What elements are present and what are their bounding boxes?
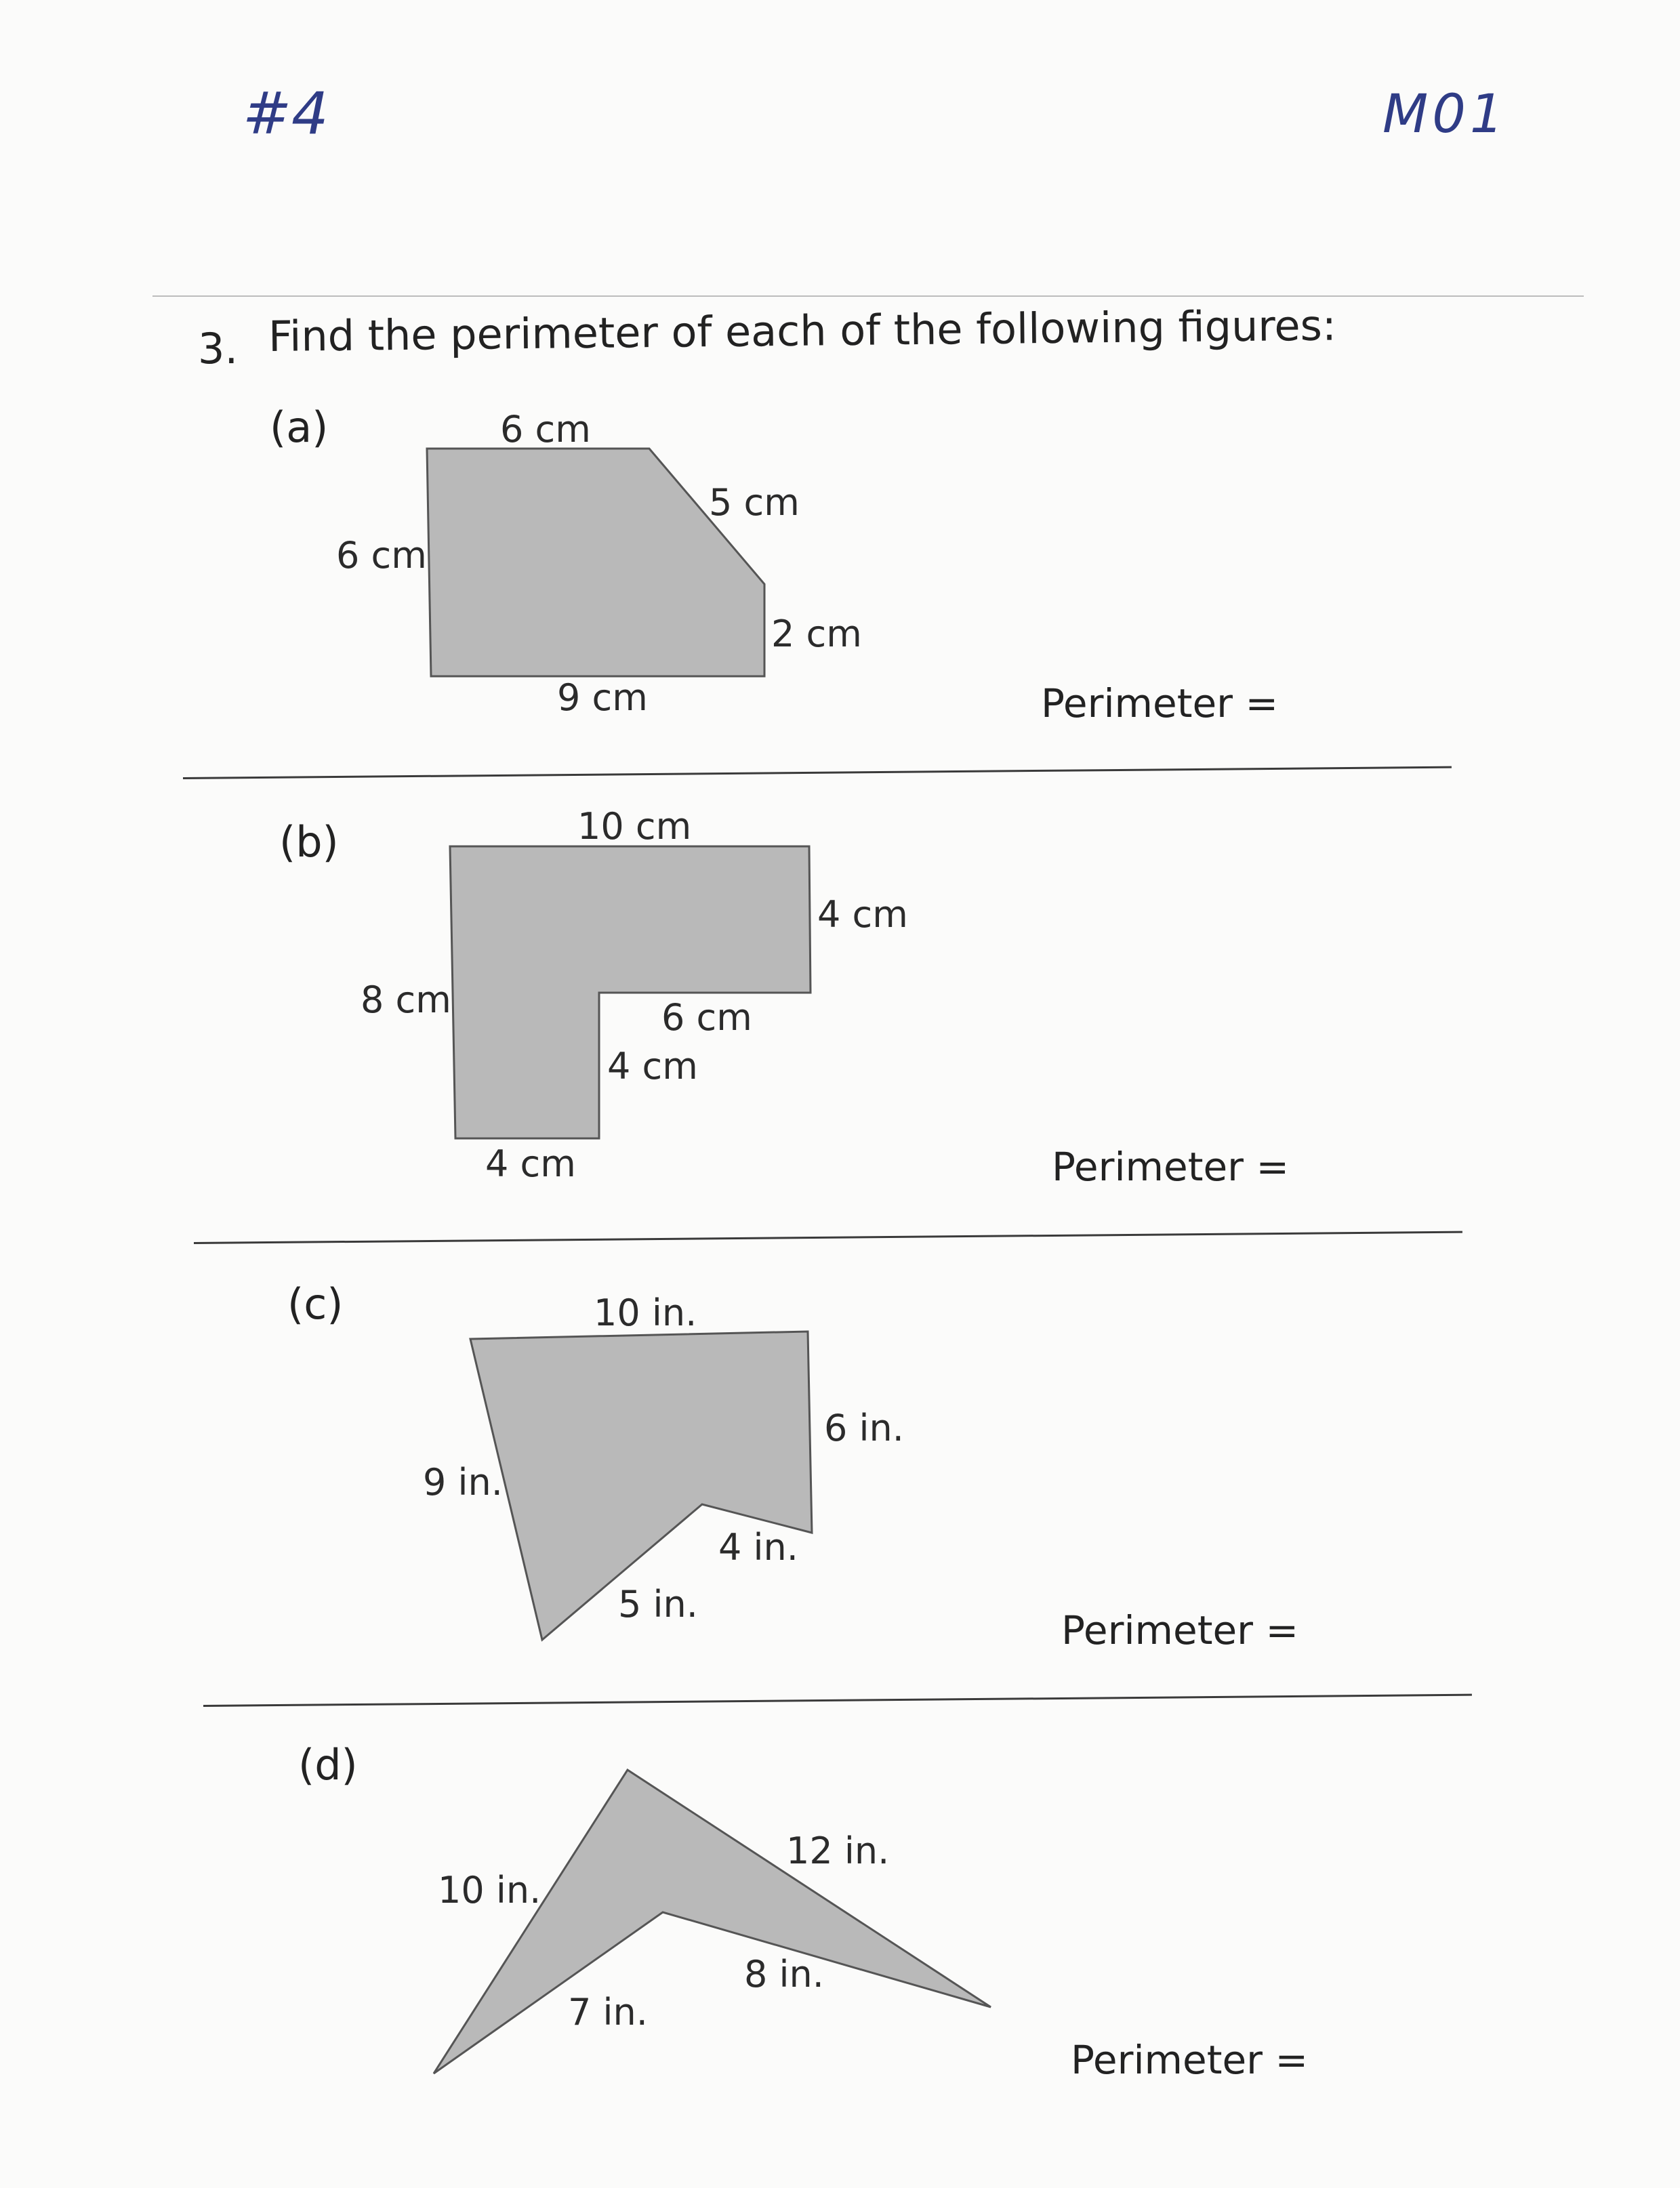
part-b-label: (b) bbox=[279, 817, 339, 867]
figure-d-lower-left-length: 7 in. bbox=[568, 1991, 648, 2034]
part-d-label: (d) bbox=[298, 1740, 358, 1790]
figure-b-inner-horizontal-length: 6 cm bbox=[661, 996, 752, 1039]
figure-d-upper-right-length: 12 in. bbox=[786, 1830, 890, 1872]
handwritten-code: M01 bbox=[1382, 84, 1508, 145]
handwritten-number: #4 bbox=[243, 80, 329, 148]
figure-c-notch-upper-length: 4 in. bbox=[718, 1526, 798, 1569]
question-number: 3. bbox=[198, 324, 239, 373]
question-prompt: Find the perimeter of each of the following figures: bbox=[268, 300, 1337, 361]
figure-b-right-length: 4 cm bbox=[817, 893, 908, 936]
figure-a-top-length: 6 cm bbox=[500, 408, 591, 451]
perimeter-label-c: Perimeter = bbox=[1061, 1607, 1299, 1653]
figure-d-shape bbox=[434, 1770, 991, 2073]
figure-b-shape bbox=[450, 846, 811, 1138]
figure-c-right-length: 6 in. bbox=[824, 1407, 904, 1449]
figure-c-left-length: 9 in. bbox=[423, 1461, 503, 1504]
figure-a-slant-length: 5 cm bbox=[709, 481, 800, 524]
perimeter-label-a: Perimeter = bbox=[1041, 680, 1279, 726]
part-c-label: (c) bbox=[287, 1279, 344, 1329]
figure-a-bottom-length: 9 cm bbox=[557, 676, 648, 719]
figure-a-left-length: 6 cm bbox=[336, 534, 427, 577]
figure-b-top-length: 10 cm bbox=[577, 805, 692, 848]
figure-b-inner-vertical-length: 4 cm bbox=[607, 1045, 698, 1088]
figure-d-lower-right-length: 8 in. bbox=[744, 1953, 824, 1996]
figure-b-bottom-length: 4 cm bbox=[485, 1142, 576, 1185]
perimeter-label-d: Perimeter = bbox=[1071, 2037, 1309, 2083]
figure-a-right-length: 2 cm bbox=[771, 613, 862, 655]
figure-c-notch-lower-length: 5 in. bbox=[618, 1583, 698, 1626]
figure-c-top-length: 10 in. bbox=[594, 1292, 697, 1334]
part-a-label: (a) bbox=[270, 402, 329, 452]
figure-d-upper-left-length: 10 in. bbox=[438, 1869, 541, 1912]
perimeter-label-b: Perimeter = bbox=[1052, 1144, 1290, 1190]
figure-b-left-length: 8 cm bbox=[361, 978, 451, 1021]
